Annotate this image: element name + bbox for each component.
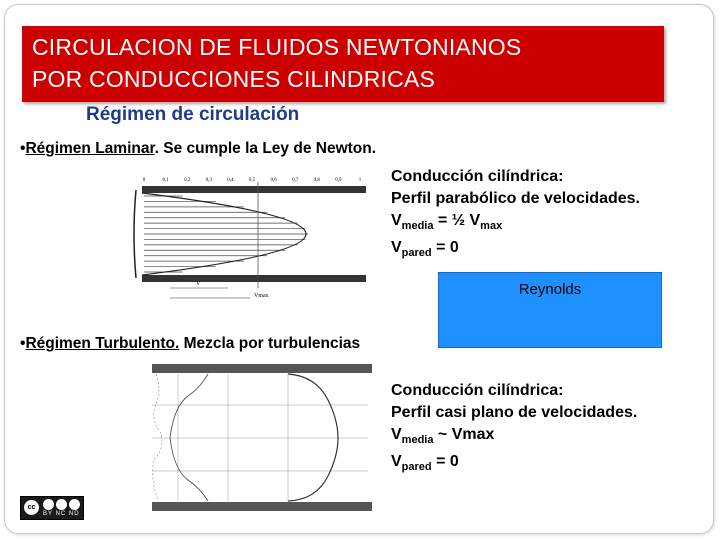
sub-pared: pared [401,461,432,473]
v-symbol: V [391,239,402,256]
turbulent-profile-figure [148,360,376,518]
laminar-rest: . Se cumple la Ley de Newton. [154,140,377,157]
nd-icon [69,499,80,510]
scale-tick-label: 0,9 [335,178,342,183]
slide-title-line-2: POR CONDUCCIONES CILINDRICAS [32,66,436,92]
flat-profile-curve [288,374,338,501]
cc-license-badge[interactable] [20,496,84,520]
laminar-term: Régimen Laminar [25,140,155,157]
turbulent-rest: Mezcla por turbulencias [179,335,361,352]
pipe-bracket [134,190,136,278]
eq-approx-vmax: ~ Vmax [433,426,495,443]
turbulent-eddies [153,374,162,500]
nc-icon [56,499,67,510]
pipe-top-wall [142,186,366,193]
license-icons [43,499,80,510]
laminar-scale-ticks [143,178,362,183]
turbulent-info-line-2: Perfil casi plano de velocidades. [391,404,638,421]
pipe-bottom-wall [152,502,372,511]
laminar-bullet [20,140,376,158]
turbulent-vmedia-eq [391,424,637,451]
cc-icon: cc [24,500,39,515]
license-text: BY NC ND [43,511,80,517]
v-symbol: V [391,212,402,229]
turbulent-info [391,380,637,478]
slide-subtitle: Régimen de circulación [86,104,300,125]
v-symbol: V [391,426,402,443]
eq-zero: = 0 [431,453,459,470]
sub-media: media [401,434,434,446]
title-banner [22,26,664,102]
grid-lines [152,374,368,501]
scale-tick-label: 0,2 [184,178,191,183]
laminar-info-line-2: Perfil parabólico de velocidades. [391,190,640,207]
velocity-vectors [144,196,308,272]
sub-media: media [401,220,434,232]
reynolds-label: Reynolds [518,281,582,298]
v-symbol: V [391,453,402,470]
turbulent-bullet [20,335,360,353]
scale-tick-label: 1 [358,178,362,183]
bullet-mark: • [20,335,26,352]
pipe-top-wall [152,364,372,373]
scale-tick-label: 0,8 [313,178,320,183]
fig-label-vmax: Vmax [254,293,269,299]
laminar-profile-figure [130,172,370,302]
scale-tick-label: 0,3 [205,178,212,183]
laminar-vmedia-eq [391,210,640,237]
laminar-vpared-eq [391,237,640,264]
bullet-mark: • [20,140,26,157]
sub-pared: pared [401,247,432,259]
inner-profile-curve [170,374,208,501]
scale-tick-label: 0,7 [292,178,299,183]
laminar-info [391,166,640,264]
scale-tick-label: 0,1 [162,178,169,183]
by-icon [43,499,54,510]
fig-label-v: V [196,281,201,287]
turbulent-vpared-eq [391,451,637,478]
scale-tick-label: 0,4 [227,178,234,183]
eq-half-vmax: = ½ V [433,212,481,229]
scale-tick-label: 0 [142,178,146,183]
eq-zero: = 0 [431,239,459,256]
pipe-bottom-wall [142,275,366,282]
scale-tick-label: 0,5 [248,178,256,183]
turbulent-info-line-1: Conducción cilíndrica: [391,382,564,399]
reynolds-box [438,272,662,348]
turbulent-term: Régimen Turbulento. [25,335,180,352]
sub-max: max [480,220,503,232]
slide-title-line-1: CIRCULACION DE FLUIDOS NEWTONIANOS [32,34,522,60]
scale-tick-label: 0,6 [270,178,277,183]
laminar-info-line-1: Conducción cilíndrica: [391,168,564,185]
